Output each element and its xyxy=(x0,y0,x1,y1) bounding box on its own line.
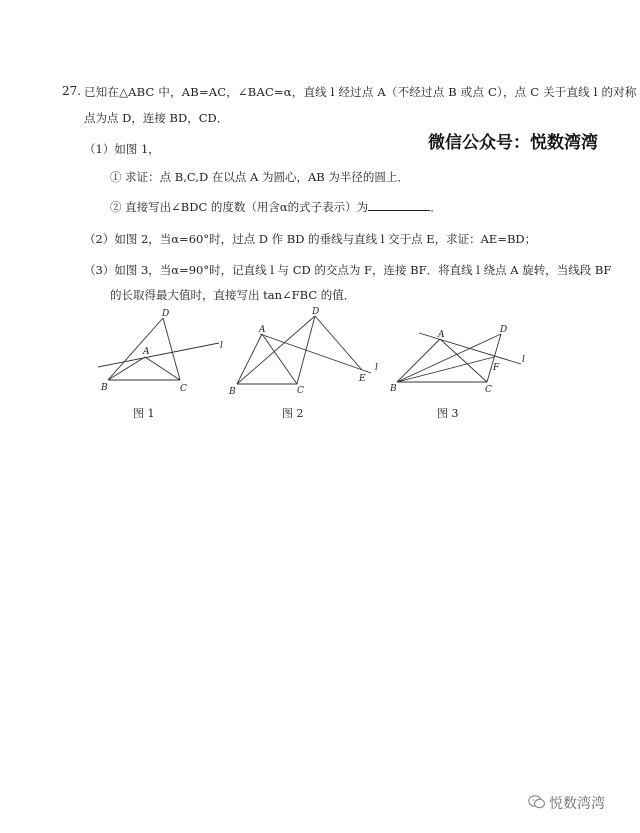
fig1-label-d: D xyxy=(162,309,170,319)
fig2-label-l: l xyxy=(375,363,378,373)
fig1-label-a: A xyxy=(143,347,150,357)
part1-item1: ① 求证：点 B,C,D 在以点 A 为圆心，AB 为半径的圆上． xyxy=(110,170,409,184)
fig2-caption: 图 2 xyxy=(282,407,304,420)
part1-item2: ② 直接写出∠BDC 的度数（用含α的式子表示）为 xyxy=(110,200,369,214)
question-stem-line2: 点为点 D，连接 BD，CD． xyxy=(84,111,229,125)
part3-line2: 的长取得最大值时，直接写出 tan∠FBC 的值． xyxy=(110,288,356,302)
part1-item2-end: ． xyxy=(430,200,442,214)
fig3-label-a: A xyxy=(438,330,445,340)
fig2-label-b: B xyxy=(229,387,236,397)
fig1-label-l: l xyxy=(220,341,223,351)
part2-text: （2）如图 2，当α=60°时，过点 D 作 BD 的垂线与直线 l 交于点 E，求证：AE=BD； xyxy=(84,232,537,246)
fig3-label-b: B xyxy=(390,384,397,394)
wechat-icon xyxy=(528,794,546,814)
fig3-label-c: C xyxy=(485,385,492,395)
watermark-text: 微信公众号：悦数湾湾 xyxy=(428,133,598,153)
fig3-segment-bd xyxy=(397,334,501,382)
fig2-label-e: E xyxy=(359,374,366,384)
fig3-label-d: D xyxy=(500,325,508,335)
fig3-label-l: l xyxy=(522,355,525,365)
fig2-label-a: A xyxy=(259,325,266,335)
fig3-segment-ba xyxy=(397,339,440,382)
fig3-caption: 图 3 xyxy=(437,407,459,420)
part1-label: （1）如图 1， xyxy=(84,142,160,156)
fig2-label-d: D xyxy=(312,307,320,317)
fig3-segment-bf xyxy=(397,357,494,382)
footer-text: 悦数湾湾 xyxy=(549,796,605,812)
question-number: 27. xyxy=(62,84,82,98)
fig2-label-c: C xyxy=(297,386,304,396)
question-stem-line1: 已知在△ABC 中，AB=AC，∠BAC=α，直线 l 经过点 A（不经过点 B 或点 C），点 C 关于直线 l 的对称 xyxy=(84,85,637,99)
fig3-label-f: F xyxy=(493,363,500,373)
fig1-label-b: B xyxy=(101,383,108,393)
part3-line1: （3）如图 3，当α=90°时，记直线 l 与 CD 的交点为 F，连接 BF．将直线 l 绕点 A 旋转，当线段 BF xyxy=(84,263,612,277)
fig1-label-c: C xyxy=(180,384,187,394)
fig1-caption: 图 1 xyxy=(133,407,155,420)
footer-brand xyxy=(528,793,605,814)
